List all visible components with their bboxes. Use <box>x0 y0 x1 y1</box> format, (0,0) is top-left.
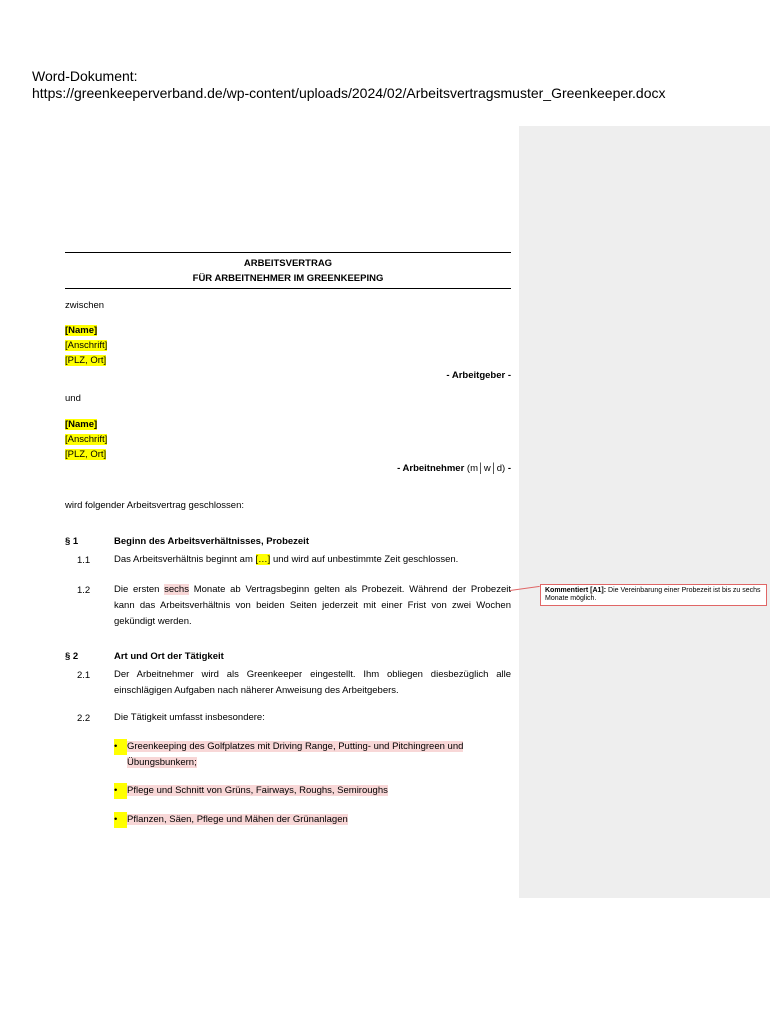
doc-subtitle: FÜR ARBEITNEHMER IM GREENKEEPING <box>192 273 384 284</box>
employee-city[interactable]: [PLZ, Ort] <box>65 449 107 460</box>
title-rule-top <box>65 252 511 253</box>
para-1-2: Die ersten sechs Monate ab Vertragsbeginn gelten als Probezeit. Während der Probezeit kann das Arbeitsverhältnis von beiden Seiten jederzeit mit einer Frist von zwei Wochen gekündigt werden. <box>114 584 511 627</box>
employee-role-end: - <box>507 463 511 474</box>
employer-role: - Arbeitgeber - <box>446 370 511 381</box>
between-text: zwischen <box>65 300 105 311</box>
list-item: • Pflanzen, Säen, Pflege und Mähen der Grünanlagen <box>114 812 511 828</box>
para-2-1: Der Arbeitnehmer wird als Greenkeeper eingestellt. Ihm obliegen diesbezüglich alle einschlägigen Aufgaben nach näherer Anweisung des Arbeitgebers. <box>114 669 511 696</box>
comment-author: Kommentiert [A1]: <box>545 587 607 594</box>
employee-address[interactable]: [Anschrift] <box>65 434 108 445</box>
probation-commented-text[interactable]: sechs <box>164 584 189 595</box>
employer-city[interactable]: [PLZ, Ort] <box>65 355 107 366</box>
list-item: • Greenkeeping des Golfplatzes mit Driving Range, Putting- und Pitchingreen und Übungsbunkern; <box>114 741 464 768</box>
source-url[interactable]: https://greenkeeperverband.de/wp-content/uploads/2024/02/Arbeitsvertragsmuster_Greenkeeper.docx <box>32 85 666 101</box>
para-2-2: Die Tätigkeit umfasst insbesondere: <box>114 712 265 723</box>
para-2-2-number: 2.2 <box>77 713 91 724</box>
section-2-number: § 2 <box>65 651 79 662</box>
section-1-title: Beginn des Arbeitsverhältnisses, Probezeit <box>114 536 309 547</box>
para-1-2-number: 1.2 <box>77 585 91 596</box>
employee-role <box>397 463 511 474</box>
bullet-icon: • <box>114 739 127 755</box>
and-text: und <box>65 393 81 404</box>
comment-box[interactable] <box>540 584 767 606</box>
comment-text: Die Vereinbarung einer Probezeit ist bis zu sechs Monate möglich. <box>545 587 761 602</box>
intro-text: wird folgender Arbeitsvertrag geschlossen: <box>65 500 245 511</box>
doc-title: ARBEITSVERTRAG <box>243 258 333 269</box>
para-1-1: Das Arbeitsverhältnis beginnt am […] und wird auf unbestimmte Zeit geschlossen. <box>114 554 459 565</box>
para-1-1-number: 1.1 <box>77 555 91 566</box>
employer-address[interactable]: [Anschrift] <box>65 340 108 351</box>
source-header <box>32 68 666 102</box>
comment-pane <box>519 126 770 898</box>
list-item: • Pflege und Schnitt von Grüns, Fairways, Roughs, Semiroughs <box>114 783 511 799</box>
employee-role-gender: (m│w│d) <box>466 463 506 474</box>
start-date-placeholder[interactable]: […] <box>255 554 271 565</box>
bullet-icon: • <box>114 783 127 799</box>
section-2-title: Art und Ort der Tätigkeit <box>114 651 224 662</box>
employee-name[interactable]: [Name] <box>65 419 98 430</box>
para-2-1-number: 2.1 <box>77 670 91 681</box>
employer-name[interactable]: [Name] <box>65 325 98 336</box>
bullet-icon: • <box>114 812 127 828</box>
employee-role-label: - Arbeitnehmer <box>397 463 465 474</box>
title-rule-bottom <box>65 288 511 289</box>
source-label: Word-Dokument: <box>32 68 138 84</box>
section-1-number: § 1 <box>65 536 79 547</box>
